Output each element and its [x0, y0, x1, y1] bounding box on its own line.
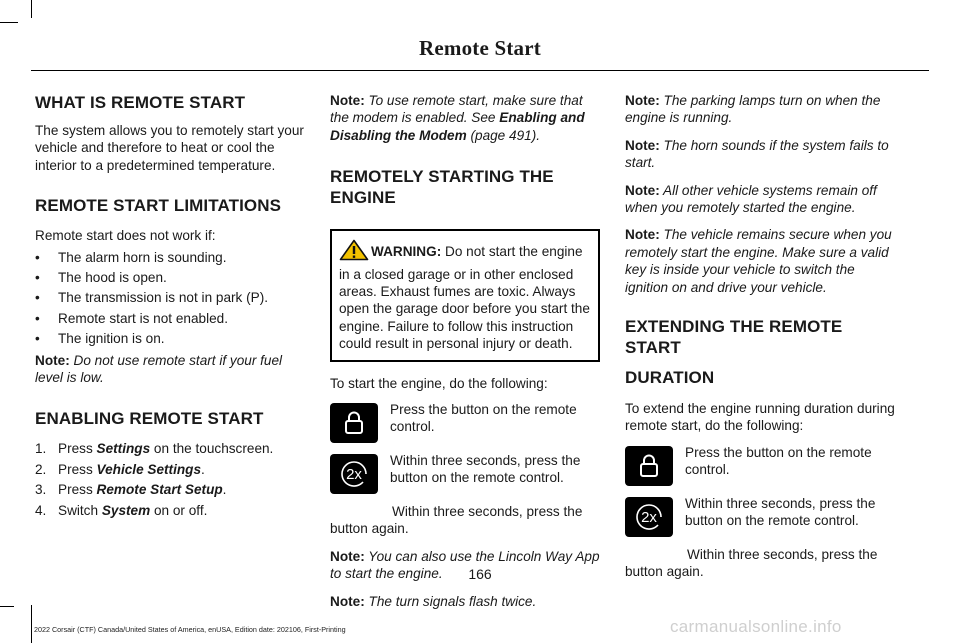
list-item: • Remote start is not enabled. [35, 310, 307, 327]
key-step-text: Within three seconds, press the button on the remote control. [390, 453, 581, 486]
step-text: on the touchscreen. [150, 441, 274, 457]
heading-line: DURATION [625, 368, 715, 388]
crop-mark [0, 22, 18, 23]
heading-limitations: REMOTE START LIMITATIONS [35, 196, 282, 216]
step-item [35, 440, 307, 457]
heading-line: EXTENDING THE REMOTE START [625, 317, 843, 358]
step-emphasis: Vehicle Settings [96, 461, 202, 477]
heading-extending [625, 316, 897, 388]
list-item: • The alarm horn is sounding. [35, 249, 307, 266]
heading-remotely-starting: REMOTELY STARTING THE ENGINE [330, 167, 554, 208]
step-number: 3. [35, 482, 47, 498]
note-label: Note: [330, 93, 365, 108]
note-modem [330, 92, 600, 144]
column-left [35, 92, 307, 519]
limitations-list [35, 249, 307, 348]
step-text: . [222, 482, 227, 498]
column-right [625, 92, 897, 581]
note-fuel [35, 352, 307, 387]
step-item [35, 481, 307, 498]
step-number: 2. [35, 461, 47, 477]
paragraph-what: The system allows you to remotely start your vehicle and therefore to heat or cool the interior to a predetermined temperature. [35, 123, 304, 173]
note-text: You can also use the Lincoln Way App to start the engine. [330, 548, 600, 582]
step-emphasis: Remote Start Setup [96, 482, 223, 498]
note-item [625, 92, 897, 127]
lock-icon [625, 446, 673, 486]
note-label: Note: [625, 182, 660, 198]
key-step-row [625, 495, 897, 537]
lock-icon [330, 403, 378, 443]
page-number: 166 [468, 566, 492, 582]
list-item: • The transmission is not in park (P). [35, 289, 307, 306]
note-text: The horn sounds if the system fails to start. [625, 137, 889, 171]
step-text: on or off. [150, 502, 208, 518]
note-item [625, 226, 897, 296]
note-label: Note: [35, 352, 70, 368]
list-item: • The ignition is on. [35, 330, 307, 347]
2x-icon [330, 454, 378, 494]
crop-mark [31, 605, 32, 643]
warning-text: Do not start the engine in a closed garage or in other enclosed areas. Exhaust fumes are toxic. Always open the garage door before you start the engine. Failure to follow this instruction could result in personal injury or death. [339, 244, 590, 352]
step-emphasis: System [101, 502, 151, 518]
cross-reference-link[interactable]: Enabling and Disabling the Modem [330, 110, 585, 143]
2x-icon [625, 497, 673, 537]
step-text: Switch [58, 502, 102, 518]
edition-footer: 2022 Corsair (CTF) Canada/United States of America, enUSA, Edition date: 202106, First-Printing [34, 625, 346, 634]
key-step-text: Press the button on the remote control. [390, 402, 577, 435]
list-item: • The hood is open. [35, 269, 307, 286]
key-step-text: Within three seconds, press the button on the remote control. [685, 495, 876, 529]
step-emphasis: Settings [96, 441, 151, 457]
note-label: Note: [625, 93, 660, 108]
steps-list [35, 440, 307, 519]
note-label: Note: [330, 593, 365, 609]
header-rule [31, 70, 929, 71]
warning-box [330, 229, 600, 361]
note-item [625, 182, 897, 217]
note-text: The turn signals flash twice. [364, 593, 537, 609]
warning-label: WARNING: [371, 244, 442, 260]
key-step-row [330, 452, 600, 494]
step-item [35, 502, 307, 519]
badge-label: 2x [346, 466, 362, 484]
note-text: The vehicle remains secure when you remotely start the engine. Make sure a valid key is inside your vehicle to switch the ignition on and drive your vehicle. [625, 227, 892, 295]
column-middle [330, 92, 600, 610]
heading-what-is-remote-start: WHAT IS REMOTE START [35, 93, 246, 112]
crop-mark [31, 0, 32, 18]
paragraph-start: To start the engine, do the following: [330, 375, 548, 391]
step-number: 1. [35, 441, 47, 457]
badge-label: 2x [641, 508, 657, 526]
note-label: Note: [330, 548, 365, 564]
watermark: carmanualsonline.info [670, 617, 842, 636]
note-text: Do not use remote start if your fuel level is low. [35, 352, 283, 386]
note-text: To use remote start, make sure that the modem is enabled. See [330, 93, 583, 126]
note-signals [330, 593, 600, 610]
key-step-text: Within three seconds, press the button again. [625, 546, 878, 580]
note-text: All other vehicle systems remain off when you remotely started the engine. [625, 182, 877, 216]
paragraph-limits: Remote start does not work if: [35, 228, 216, 244]
warning-triangle-icon [339, 239, 369, 265]
key-step-row [330, 401, 600, 443]
step-text: . [201, 461, 205, 477]
key-step-text: Within three seconds, press the button again. [330, 504, 583, 537]
note-label: Note: [625, 227, 660, 243]
page-reference: (page 491). [466, 127, 541, 143]
step-text: Press [58, 441, 97, 457]
step-number: 4. [35, 502, 47, 518]
note-label: Note: [625, 137, 660, 153]
note-item [625, 137, 897, 172]
paragraph-extend: To extend the engine running duration during remote start, do the following: [625, 401, 895, 434]
page-title: Remote Start [419, 36, 541, 60]
step-text: Press [58, 482, 97, 498]
key-step-text: Press the button on the remote control. [685, 444, 872, 478]
crop-mark [0, 606, 14, 607]
note-text: The parking lamps turn on when the engine is running. [625, 93, 881, 126]
step-text: Press [58, 461, 97, 477]
step-item [35, 461, 307, 478]
key-step-row [625, 444, 897, 486]
heading-enabling: ENABLING REMOTE START [35, 409, 264, 429]
